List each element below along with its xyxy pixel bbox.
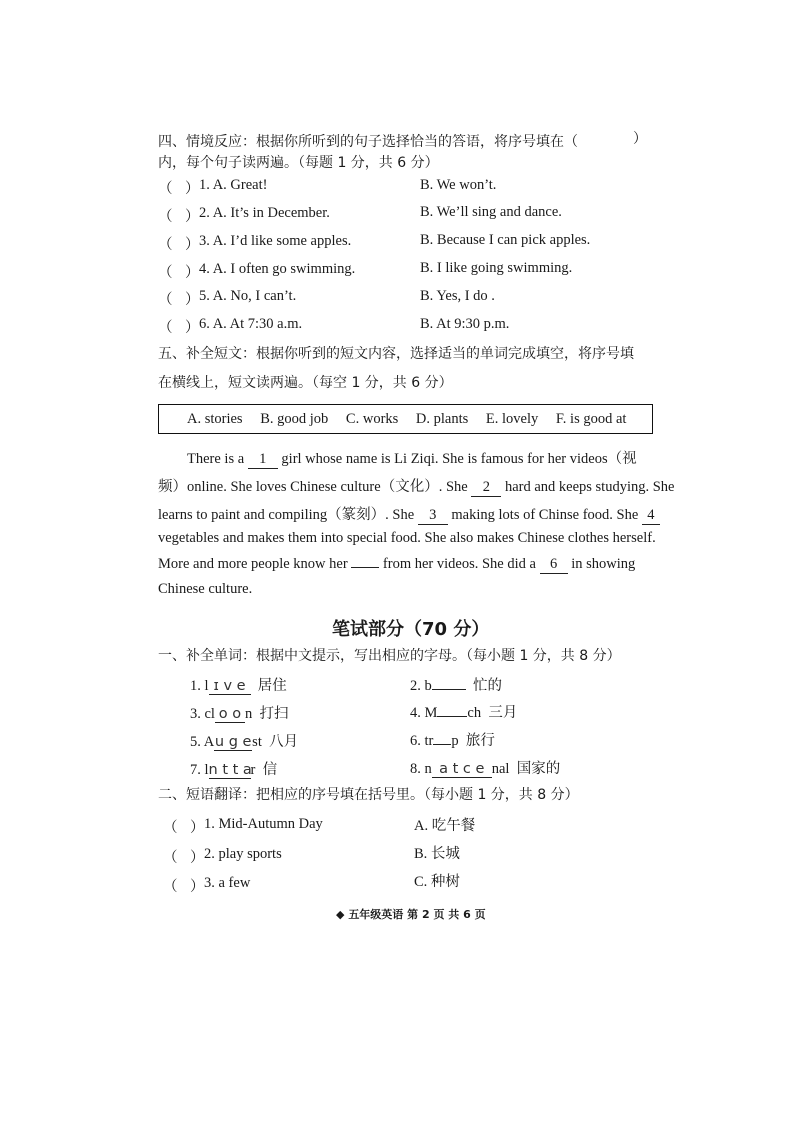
phrase-english: 1. Mid-Autumn Day — [204, 816, 323, 832]
answer-paren-open: （ — [163, 820, 178, 836]
answer-paren-open: （ — [163, 879, 178, 895]
fill-blank[interactable]: 1 — [248, 451, 278, 469]
question-option-b: B. I like going swimming. — [420, 260, 573, 276]
answer-paren-close[interactable]: ） — [185, 209, 200, 225]
word-item: 5. Au g est 八月 — [190, 734, 299, 750]
question-option-a: 2. A. It’s in December. — [199, 205, 330, 221]
passage-line: learns to paint and compiling（篆刻）. She 3 making lots of Chinse food. She 4 — [158, 503, 660, 525]
question-option-a: 1. A. Great! — [199, 177, 268, 193]
answer-paren-close[interactable]: ） — [190, 820, 205, 836]
word-item: 1. l ɪ v e 居住 — [190, 678, 287, 694]
page-number-text: 五年级英语 第 2 页 共 6 页 — [348, 908, 486, 921]
section4-heading-line1: 四、情境反应：根据你所听到的句子选择恰当的答语，将序号填在（ — [158, 134, 578, 150]
fill-blank[interactable]: 2 — [471, 479, 501, 497]
w1-heading: 一、补全单词：根据中文提示，写出相应的字母。（每小题 1 分，共 8 分） — [158, 648, 621, 664]
question-option-b: B. We’ll sing and dance. — [420, 204, 562, 220]
page-footer — [336, 906, 486, 922]
question-option-b: B. We won’t. — [420, 177, 497, 193]
word-options-box — [158, 404, 653, 434]
question-option-b: B. Yes, I do . — [420, 288, 495, 304]
word-option: C. works — [345, 411, 399, 427]
phrase-chinese: A. 吃午餐 — [414, 818, 476, 834]
word-item: 4. M ch 三月 — [410, 705, 518, 721]
word-item: 2. b 忙的 — [410, 678, 502, 694]
section5-heading-line1: 五、补全短文：根据你听到的短文内容，选择适当的单词完成填空，将序号填 — [158, 346, 634, 362]
word-option: E. lovely — [485, 411, 539, 427]
section4-heading-close-paren: ） — [633, 131, 647, 147]
word-item: 8. n a t c e nal 国家的 — [410, 761, 561, 777]
w2-heading: 二、短语翻译：把相应的序号填在括号里。（每小题 1 分，共 8 分） — [158, 787, 579, 803]
answer-paren-close[interactable]: ） — [185, 181, 200, 197]
phrase-english: 2. play sports — [204, 846, 282, 862]
answer-paren-close[interactable]: ） — [190, 850, 205, 866]
answer-paren-close[interactable]: ） — [190, 879, 205, 895]
written-part-title: 笔试部分（70 分） — [332, 619, 490, 640]
fill-blank[interactable]: 6 — [540, 556, 568, 574]
word-item: 3. cl o o n 打扫 — [190, 706, 289, 722]
word-option: B. good job — [260, 411, 329, 427]
answer-paren-open: （ — [158, 292, 173, 308]
phrase-chinese: C. 种树 — [414, 874, 460, 890]
word-option: D. plants — [415, 411, 469, 427]
question-option-b: B. At 9:30 p.m. — [420, 316, 510, 332]
letter-blank[interactable]: o o — [215, 706, 245, 723]
letter-blank[interactable]: ɪ v e — [209, 678, 251, 695]
letter-blank[interactable]: n t t a — [208, 762, 252, 778]
phrase-english: 3. a few — [204, 875, 251, 891]
answer-paren-close[interactable]: ） — [185, 237, 200, 253]
answer-paren-open: （ — [158, 181, 173, 197]
answer-paren-open: （ — [158, 237, 173, 253]
letter-blank[interactable] — [437, 716, 467, 717]
passage-line: vegetables and makes them into special food. She also makes Chinese clothes herself. — [158, 530, 656, 546]
word-item: 7. ln t t ar 信 — [190, 762, 278, 778]
question-option-b: B. Because I can pick apples. — [420, 232, 591, 248]
passage-line: More and more people know her from her videos. She did a 6 in showing — [158, 556, 636, 572]
question-option-a: 6. A. At 7:30 a.m. — [199, 316, 303, 332]
question-option-a: 3. A. I’d like some apples. — [199, 233, 352, 249]
fill-blank[interactable]: 3 — [418, 507, 448, 525]
answer-paren-open: （ — [163, 850, 178, 866]
letter-blank[interactable]: u g e — [214, 734, 252, 750]
question-option-a: 4. A. I often go swimming. — [199, 261, 356, 277]
answer-paren-close[interactable]: ） — [185, 320, 200, 336]
phrase-chinese: B. 长城 — [414, 846, 460, 862]
section4-heading-line2: 内，每个句子读两遍。（每题 1 分，共 6 分） — [158, 155, 439, 171]
answer-paren-open: （ — [158, 209, 173, 225]
passage-line: Chinese culture. — [158, 581, 253, 597]
word-item: 6. tr p 旅行 — [410, 733, 495, 749]
fill-blank[interactable] — [351, 567, 379, 568]
answer-paren-close[interactable]: ） — [185, 265, 200, 281]
answer-paren-open: （ — [158, 320, 173, 336]
answer-paren-close[interactable]: ） — [185, 292, 200, 308]
question-option-a: 5. A. No, I can’t. — [199, 288, 297, 304]
word-option: F. is good at — [555, 411, 627, 427]
letter-blank[interactable] — [432, 689, 466, 690]
answer-paren-open: （ — [158, 265, 173, 281]
letter-blank[interactable]: a t c e — [432, 761, 492, 778]
fill-blank[interactable]: 4 — [642, 507, 660, 525]
section5-heading-line2: 在横线上，短文读两遍。（每空 1 分，共 6 分） — [158, 375, 453, 391]
passage-line: 频）online. She loves Chinese culture（文化）. She 2 hard and keeps studying. She — [158, 479, 675, 495]
word-option: A. stories — [187, 411, 243, 427]
letter-blank[interactable] — [433, 744, 451, 745]
passage-line: There is a 1 girl whose name is Li Ziqi. She is famous for her videos（视 — [187, 451, 637, 467]
diamond-icon: ◆ — [336, 908, 345, 921]
